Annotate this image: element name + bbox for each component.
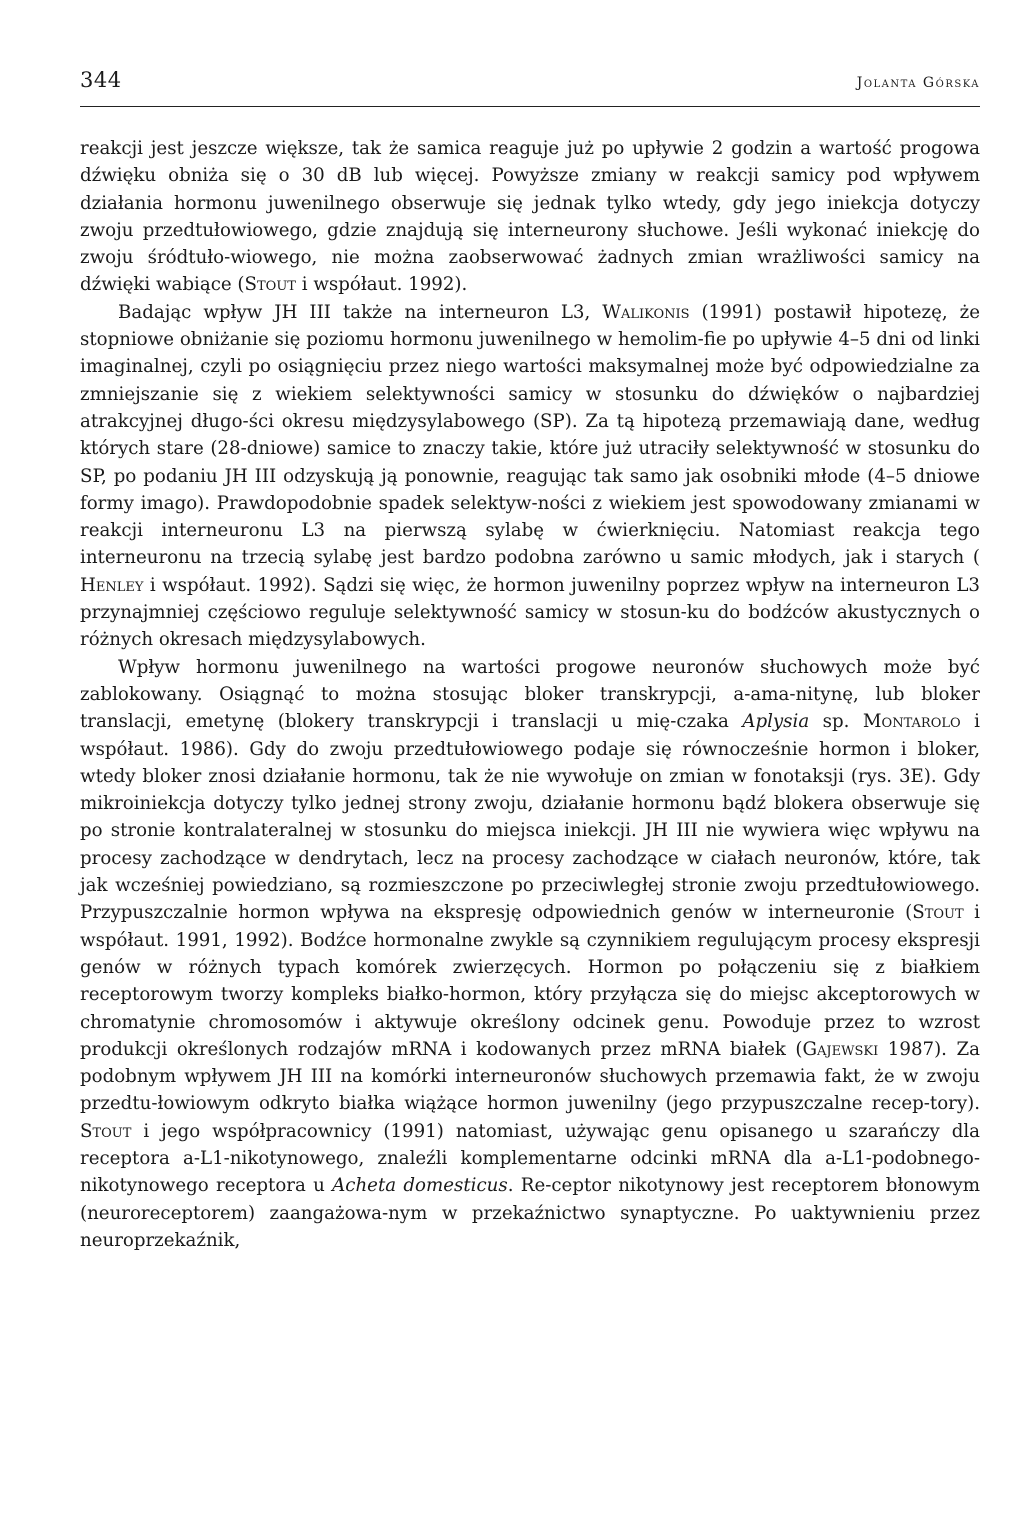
citation-author: Stout [912,902,964,924]
text-run: reakcji jest jeszcze większe, tak że samica reaguje już po upływie 2 godzin a wartość progowa dźwięku obniża się o 30 dB lub więcej. Powyższe zmiany w reakcji samicy pod wpływem działania hormonu juwenilnego obserwuje się jednak tylko wtedy, gdy jego iniekcja dotyczy zwoju przedtułowiowego, gdzie znajdują się interneurony słuchowe. Jeśli wykonać iniekcję do zwoju śródtuło-wiowego, nie można zaobserwować żadnych zmian wrażliwości samicy na dźwięki wabiące ( [80,138,980,296]
species-name: Acheta domesticus [332,1175,508,1197]
text-run: (1991) postawił hipotezę, że stopniowe obniżanie się poziomu hormonu juwenilnego w hemolim-fie po upływie 4–5 dni od linki imaginalnej, czyli po osiągnięciu przez niego wartości maksymalnej może być odpowiedzialne za zmniejszanie się z wiekiem selektywności samicy w stosunku do dźwięków o najbardziej atrakcyjnej długo-ści okresu międzysylabowego (SP). Za tą hipotezą przemawiają dane, według których stare (28-dniowe) samice to znaczy takie, które już utraciły selektywność w stosunku do SP, po podaniu JH III odzyskują ją ponownie, reagując tak samo jak osobniki młode (4–5 dniowe formy imago). Prawdopodobnie spadek selektyw-ności z wiekiem jest spowodowany zmianami w reakcji interneuronu L3 na pierwszą sylabę w ćwierknięciu. Natomiast reakcja tego interneuronu na trzecią sylabę jest bardzo podobna zarówno u samic młodych, jak i starych ( [80,301,980,569]
paragraph [80,654,980,1255]
text-run: . Re-ceptor nikotynowy jest receptorem błonowym (neuroreceptorem) zaangażowa-nym w przekaźnictwo synaptyczne. Po uaktywnieniu przez neuroprzekaźnik, [80,1175,980,1251]
text-run: Badając wpływ JH III także na interneuron L3, [118,301,603,323]
citation-author: Walikonis [602,301,690,323]
text-run: Wpływ hormonu juwenilnego na wartości progowe neuronów słuchowych może być zablokowany. Osiągnąć to można stosując bloker transkrypcji, a-ama-nitynę, lub bloker translacji, emetynę (blokery transkrypcji i translacji u mię-czaka [80,656,980,733]
text-run: i współaut. 1986). Gdy do zwoju przedtułowiowego podaje się równocześnie hormon i bloker, wtedy bloker znosi działanie hormonu, tak że nie wywołuje on zmian w fonotaksji (rys. 3E). Gdy mikroiniekcja dotyczy tylko jednej strony zwoju, działanie hormonu bądź blokera obserwuje się po stronie kontralateralnej w stosunku do miejsca iniekcji. JH III nie wywiera więc wpływu na procesy zachodzące w dendrytach, lecz na procesy zachodzące w ciałach neuronów, które, tak jak wcześniej powiedziano, są rozmieszczone po przeciwległej stronie zwoju przedtułowiowego. Przypuszczalnie hormon wpływa na ekspresję odpowiednich genów w interneuronie ( [80,711,980,924]
text-run: 1987). Za podobnym wpływem JH III na komórki interneuronów słuchowych przemawia fakt, że w zwoju przedtu-łowiowym odkryto białka wiążące hormon juwenilny (jego przypuszczalne recep-tory). [80,1038,980,1115]
paragraph [80,135,980,299]
species-name: Aplysia [742,711,810,733]
citation-author: Stout [80,1120,132,1142]
text-run: i jego współpracownicy (1991) natomiast, używając genu opisanego u szarańczy dla receptora a-L1-nikotynowego, znaleźli komplementarne odcinki mRNA dla a-L1-podobnego-nikotynowego receptora u [80,1120,980,1197]
running-head-author: Jolanta Górska [856,75,980,91]
text-run: i współaut. 1992). [295,274,468,296]
citation-author: Gajewski [802,1038,879,1060]
text-run: i współaut. 1991, 1992). Bodźce hormonalne zwykle są czynnikiem regulującym procesy ekspresji genów w różnych typach komórek zwierzęcych. Hormon po połączeniu się z białkiem receptorowym tworzy kompleks białko-hormon, który przyłącza się do miejsc akceptorowych w chromatynie chromosomów i aktywuje określony odcinek genu. Powoduje przez to wzrost produkcji określonych rodzajów mRNA i kodowanych przez mRNA białek ( [80,902,980,1060]
citation-author: Montarolo [862,711,961,733]
body-text [80,135,980,1254]
page-number: 344 [80,68,122,92]
text-run: i współaut. 1992). Sądzi się więc, że hormon juwenilny poprzez wpływ na interneuron L3 przynajmniej częściowo reguluje selektywność samicy w stosun-ku do bodźców akustycznych o różnych okresach międzysylabowych. [80,574,980,651]
paragraph [80,299,980,654]
text-run: sp. [809,711,863,733]
citation-author: Stout [244,274,296,296]
citation-author: Henley [80,574,144,596]
book-page [80,68,980,1254]
page-header [80,68,980,107]
